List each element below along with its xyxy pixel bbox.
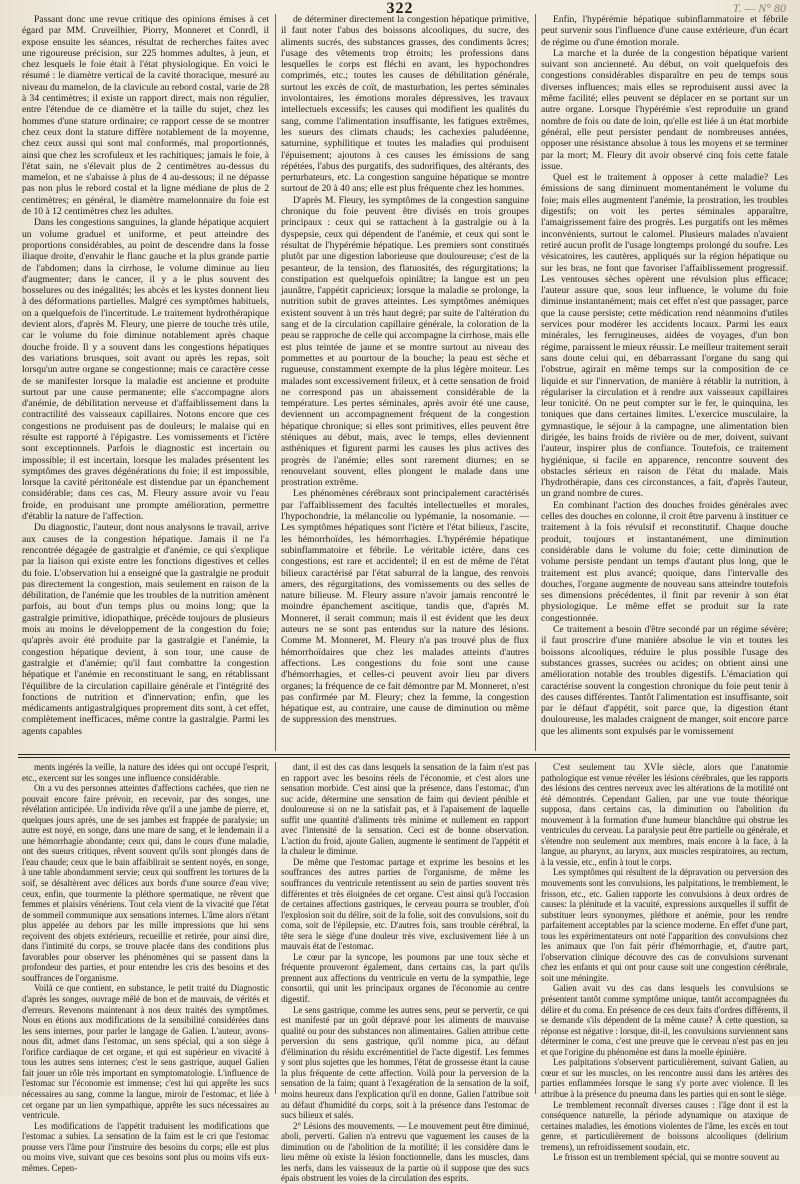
paragraph: Ce traitement a besoin d'être secondé par un régime sévère; il faut proscrire d'une manière absolue le vin et toutes les boissons alcooliques, réduire le plus possible l'usage des substances grasses, sucrées ou acides; on obtient ainsi une amélioration notable des troubles digestifs. L'émaciation qui caractérise souvent la congestion chronique du foie peut tenir à des causes différentes. Tantôt l'alimentation est insuffisante, soit par le défaut d'appétit, soit parce que, la digestion étant douloureuse, les malades craignent de manger, soit encore parce que les aliments sont expulsés par le vomissement [541, 624, 788, 737]
paragraph: De même que l'estomac partage et exprime les besoins et les souffrances des autres parties de l'organisme, de même les souffrances du ventricule retentissent au sein de parties souvent très différentes et très éloignées de cet organe. C'est ainsi qu'à l'occasion de certaines affections gastriques, le cerveau pourra se troubler, d'où l'explosion soit du délire, soit de la folie, soit des convulsions, soit du coma, soit de l'épilepsie, etc. D'autres fois, sans trouble cérébral, la tête sera le siège d'une douleur très vive, exclusivement liée à un mauvais état de l'estomac. [281, 856, 529, 952]
paragraph: Galien avait vu des cas dans lesquels les convulsions se présentent tantôt comme symptôme unique, tantôt accompagnées du délire et du coma. En présence de ces deux faits d'ordres différents, il se demande s'ils dépendent de la même cause? À cette question, sa réponse est négative : lorsque, dit-il, les convulsions surviennent sans déterminer le coma, c'est une preuve que le cerveau n'est pas en jeu et que l'origine du phénomène est dans la moelle épinière. [541, 983, 788, 1057]
paragraph: C'est seulement tau XVIe siècle, alors que l'anatomie pathologique est venue révéler les lésions cérébrales, que les rapports des lésions des centres nerveux avec les altérations de la motilité ont été démontrés. Cependant Galien, par une vue toute théorique supposa, dans certains cas, la diminution ou l'abolition du mouvement à la formation d'une humeur blanchâtre qui obstrue les ventricules du cerveau. La paralysie peut être partielle ou générale, et s'étendre non seulement aux membres, mais encore à la face, à la langue, au pharynx, au larynx, aux muscles respiratoires, au rectum, à la vessie, etc., enfin à tout le corps. [541, 762, 788, 867]
paragraph: Les modifications de l'appétit traduisent les modifications que l'estomac a subies. La sensation de la faim est le cri que l'estomac pousse vers l'âme pour l'instruire des besoins du corps; elle est plus ou moins vive, suivant que ces besoins sont plus ou moins vifs eux-mêmes. Cepen- [22, 1120, 269, 1173]
paragraph: En combinant l'action des douches froides générales avec celles des douches en colonne, il croit être parvenu à instituer ce traitement à la fois révulsif et reconstitutif. Chaque douche produit, toujours et instantanément, une diminution considérable dans le volume du foie; cette diminution de volume persiste pendant un temps d'autant plus long, que le traitement est plus avancé; quoique, dans l'intervalle des douches, l'organe augmente de nouveau sans atteindre toutefois ses dimensions précédentes, il finit par revenir à son état physiologique. Le même effet se produit sur la rate congestionnée. [541, 499, 788, 624]
bottom-column-2 [281, 762, 529, 1184]
paragraph: Enfin, l'hypérémie hépatique subinflammatoire et fébrile peut survenir sous l'influence d'une cause extérieure, d'un écart de régime ou d'une émotion morale. [541, 14, 788, 48]
page-header [0, 0, 800, 17]
page-number: 322 [386, 0, 414, 17]
top-column-3 [541, 14, 788, 751]
paragraph: dant, il est des cas dans lesquels la sensation de la faim n'est pas en rapport avec les besoins réels de l'économie, et c'est alors une sensation morbide. C'est ainsi que la présence, dans l'estomac, d'un suc acide, détermine une sensation de faim qui devient pénible et douloureuse si on ne la satisfait pas, et à l'apaisement de laquelle suffit une quantité d'aliments très minime et nullement en rapport avec l'intensité de la sensation. Ceci est de bonne observation. L'action du froid, ajoute Galien, augmente le sentiment de l'appétit et la chaleur le diminue. [281, 762, 529, 857]
paragraph: Les palpitations s'observent particulièrement, suivant Galien, au cœur et sur les muscles, on les rencontre aussi dans les artères des parties enflammées lorsque le sang s'y porte avec violence. Il les attribue à la présence du pneuma dans les parties qui en sont le siège. [541, 1057, 788, 1099]
paragraph: On a vu des personnes atteintes d'affections cachées, que rien ne pouvait encore faire prévoir, en recevoir, par des songes, une révélation anticipée. Un individu rêve qu'il a une jambe de pierre, et, quelques jours après, une de ses jambes est frappée de paralysie; un autre est noyé, en songe, dans une mare de sang, et le lendemain il a une hémorrhagie abondante; ceux qui, dans le cours d'une maladie, ont des sueurs critiques, rêvent souvent qu'ils sont plongés dans de l'eau chaude; ceux que le bain affaiblirait se sentent noyés, en songe, à une table abondamment servie; ceux qui souffrent les tortures de la soif, se désaltèrent avec délices aux bords d'une source d'eau vive; ceux, enfin, que tourmente la pléthore spermatique, ne rêvent que femmes et plaisirs vénériens. Tout cela vient de la vivacité que l'état de sommeil communique aux sensations internes. L'âme alors n'étant plus appelée au dehors par les mille impressions que lui sens reçoivent des objets extérieurs, recueillie et retirée, pour ainsi dire, dans l'intimité du corps, se trouve placée dans des conditions plus favorables pour observer les phénomènes qui se passent dans la profondeur des parties, et pour entendre les cris des besoins et des souffrances de l'organisme. [22, 783, 269, 983]
column-divider [275, 762, 276, 1094]
top-column-2 [281, 14, 529, 751]
paragraph: Le tremblement reconnaît diverses causes : l'âge dont il est la conséquence naturelle, la période adynamique ou ataxique de certaines maladies, les émotions violentes de l'âme, les excès en tout genre, et particulièrement de boissons alcooliques (delirium tremens), un refroidissement soudain, etc. [541, 1099, 788, 1152]
column-divider [535, 762, 536, 1094]
paragraph: ments ingérés la veille, la nature des idées qui ont occupé l'esprit, etc., exercent sur les songes une influence considérable. [22, 762, 269, 783]
column-divider [535, 14, 536, 751]
paragraph: 2° Lésions des mouvements. — Le mouvement peut être diminué, aboli, perverti. Galien n'a entrevu que vaguement les causes de la diminution ou de l'abolition de la motilité; il les considère dans le lieu même où existe la lésion fonctionnelle, dans les muscles, dans les nerfs, dans les vaisseaux de la partie où il suppose que des sucs épais obstruent les voies de la circulation des esprits. [281, 1120, 529, 1184]
top-column-1 [22, 14, 269, 751]
section-rule [18, 757, 790, 758]
running-head: T. — N° 80 [732, 1, 786, 15]
bottom-column-3 [541, 762, 788, 1163]
paragraph: Quel est le traitement à opposer à cette maladie? Les émissions de sang diminuent momentanément le volume du foie; mais elles augmentent l'anémie, la prostration, les troubles digestifs; on voit les pertes séminales apparaître, l'amaigrissement faire des progrès. Les purgatifs ont les mêmes inconvénients, surtout le calomel. Plusieurs malades n'avaient retiré aucun profit de l'usage longtemps prolongé du soufre. Les vésicatoires, les cautères, appliqués sur la région hépatique ou sur les bras, ne font que favoriser l'affaiblissement progressif. Les ventouses sèches opèrent une révulsion plus efficace; l'auteur assure que, sous leur influence, le volume du foie diminue instantanément; mais cet effet n'est que passager, parce que la cause persiste; cette médication rend néanmoins d'utiles services pour modérer les accidents locaux. Parmi les eaux minérales, les ferrugineuses, aidées de voyages, d'un bon régime, paraissent le mieux réussir. Le meilleur traitement serait sans doute celui qui, en débarrassant l'organe du sang qui l'obstrue, agirait en même temps sur la composition de ce liquide et sur l'innervation, de manière à rétablir la nutrition, à régulariser la circulation et à rendre aux vaisseaux capillaires leur tonicité. On ne peut compter sur le fer, le quinquina, les toniques que dans certaines limites. L'exercice musculaire, la gymnastique, le séjour à la campagne, une alimentation bien dirigée, les bains froids de rivière ou de mer, doivent, suivant l'auteur, inspirer plus de confiance. Toutefois, ce traitement hygiénique, si facile en apparence, rencontre souvent des obstacles sérieux en raison de l'état du malade. Mais l'hydrothérapie, dans ces circonstances, a fait, d'après l'auteur, un grand nombre de cures. [541, 172, 788, 500]
paragraph: D'après M. Fleury, les symptômes de la congestion sanguine chronique du foie peuvent être divisés en trois groupes principaux : ceux qui se rattachent à la gastralgie ou à la dyspepsie, ceux qui dépendent de l'anémie, et ceux qui sont le résultat de l'hypérémie hépatique. Les premiers sont constitués plutôt par une digestion laborieuse que douloureuse; c'est de la pesanteur, de la tension, des flatuosités, des régurgitations; la constipation est quelquefois opiniâtre; la langue est un peu jaunâtre, l'appétit capricieux; lorsque la maladie se prolonge, la nutrition subit de graves atteintes. Les symptômes anémiques existent souvent à un très haut degré; par suite de l'altération du sang et de la circulation capillaire générale, la coloration de la peau se rapproche de celle qui accompagne la cirrhose, mais elle est plus teintée de jaune et se montre surtout au niveau des pommettes et au pourtour de la bouche; la peau est sèche et rugueuse, constamment exempte de la plus légère moiteur. Les malades sont excessivement frileux, et à cette sensation de froid ne correspond pas un abaissement considérable de la température. Les pertes séminales, après avoir été une cause, deviennent un accompagnement fréquent de la congestion hépatique chronique; si elles sont primitives, elles peuvent être sténiques au début, mais, avec le temps, elles deviennent asthéniques et figurent parmi les causes les plus actives des progrès de l'anémie; elles sont rarement diurnes; en se renouvelant souvent, elles plongent le malade dans une prostration extrême. [281, 194, 529, 489]
paragraph: Dans les congestions sanguines, la glande hépatique acquiert un volume graduel et uniforme, et peut atteindre des proportions considérables, au point de descendre dans la fosse iliaque droite, d'envahir le flanc gauche et la plus grande partie de l'abdomen; dans la cirrhose, le volume diminue au lieu d'augmenter; dans le cancer, il y a le plus souvent des bosselures ou des inégalités; les abcès et les kystes donnent lieu à des déformations partielles. Malgré ces symptômes habituels, on a quelquefois de l'incertitude. Le traitement hydrothérapique devient alors, d'après M. Fleury, une pierre de touche très utile, car le volume du foie diminue notablement après chaque douche froide. Il y a souvent dans les congestions hépatiques des variations brusques, soit avant ou après les repas, soit lorsqu'un autre organe se congestionne; mais ce caractère cesse de se manifester lorsque la maladie est ancienne et produite surtout par une cause permanente; elle s'accompagne alors d'anémie, de débilitation nerveuse et d'affaiblissement dans la contractilité des vaisseaux capillaires. Notons encore que ces congestions ne produisent pas de douleurs; le malaise qui en résulte est rapporté à l'épigastre. Les vomissements et l'ictère sont exceptionnels. Parfois le diagnostic est incertain ou impossible; il est incertain, lorsque les malades présentent les symptômes des graves dégénérations du foie; il est impossible, lorsque la cavité péritonéale est distendue par un épanchement considérable; dans ces cas, M. Fleury assure avoir vu l'eau froide, en produisant une prompte amélioration, permettre d'établir la nature de l'affection. [22, 217, 269, 523]
section-rule [18, 754, 790, 755]
paragraph: Le frisson est un tremblement spécial, qui se montre souvent au [553, 1152, 780, 1163]
column-divider [275, 14, 276, 751]
paragraph: de déterminer directement la congestion hépatique primitive, il faut noter l'abus des boissons alcooliques, du sucre, des aliments sucrés, des substances grasses, des condiments âcres; l'usage des vêtements trop étroits; les professions dans lesquelles le corps est fléchi en avant, les hypochondres comprimés, etc.; toutes les causes de débilitation générale, surtout les excès de coït, de masturbation, les pertes séminales involontaires, les émotions morales dépressives, les travaux intellectuels excessifs; les causes qui modifient les qualités du sang, comme l'alimentation insuffisante, les fatigues extrêmes, les sueurs des climats chauds; les cachexies paludéenne, saturnine, syphilitique et toutes les maladies qui produisent l'épuisement; ajoutons à ces causes les émissions de sang répétées, l'abus des purgatifs, des sudorifiques, des altérants, des perturbateurs, etc. La congestion sanguine hépatique se montre surtout de 20 à 40 ans; elle est plus fréquente chez les hommes. [281, 14, 529, 195]
paragraph: Les symptômes qui résultent de la dépravation ou perversion des mouvements sont les convulsions, les palpitations, le tremblement, le frisson, etc., etc. Galien rapporte les convulsions à deux ordres de causes: la plénitude et la vacuité, expressions auxquelles il suffit de substituer leurs synonymes, pléthore et anémie, pour les rendre parfaitement acceptables par la science moderne. En effet d'une part, tous les expérimentateurs ont noté l'apparition des convulsions chez les animaux que l'on fait périr d'hémorrhagie, et, d'autre part, l'observation clinique découvre des cas de convulsions survenant chez les enfants et qui ont pour cause soit une congestion cérébrale, soit une méningite. [541, 867, 788, 983]
paragraph: Les phénomènes cérébraux sont principalement caractérisés par l'affaiblissement des facultés intellectuelles et morales, l'hypochondrie, la mélancolie ou lypémanie, la nosomanie. — Les symptômes hépatiques sont l'ictère et l'état bilieux, l'ascite, les hémorrhoïdes, les hémorrhagies. L'hypérémie hépatique subinflammatoire et fébrile. Le véritable ictère, dans ces congestions, est rare et accidentel; il en est de même de l'état bilieux caractérisé par l'état saburral de la langue, des renvois amers, des régurgitations, des vomissements ou des selles de nature bilieuse. M. Fleury assure n'avoir jamais rencontré le moindre épanchement ascitique, tandis que, d'après M. Monneret, il serait commun; mais il est évident que les deux auteurs ne se sont pas entendus sur la nature des lésions. Comme M. Monneret, M. Fleury n'a pas trouvé plus de flux hémorrhoïdaires que chez les malades atteints d'autres affections. Les congestions du foie sont une cause d'hémorrhagies, et celles-ci peuvent avoir lieu par divers organes; la fréquence de ce fait démontre par M. Monneret, n'est pas confirmée par M. Fleury; chez la femme, la congestion hépatique est, au contraire, une cause de diminution ou même de suppression des menstrues. [281, 488, 529, 726]
paragraph: Du diagnostic, l'auteur, dont nous analysons le travail, arrive aux causes de la congestion hépatique. Jamais il ne l'a rencontrée dégagée de gastralgie et d'anémie, ce qui s'explique par la liaison qui existe entre les fonctions digestives et celles du foie. L'observation lui a enseigné que la gastralgie ne produit pas directement la congestion, mais seulement en raison de la débilitation, de l'anémie que les troubles de la nutrition amènent parfois, au bout d'un temps plus ou moins long; que la gastralgie primitive, idiopathique, précède toujours de plusieurs mois au moins le développement de la congestion du foie; qu'après avoir été produite par la gastralgie et l'anémie, la congestion hépatique devient, à son tour, une cause de gastralgie et d'anémie; qu'il faut combattre la congestion hépatique et l'anémie en reconstituant le sang, en rétablissant l'équilibre de la circulation capillaire générale et l'intégrité des fonctions de nutrition et d'innervation; enfin, que les médicaments antigastralgiques proprement dits sont, à cet effet, complètement inefficaces, même contre la gastralgie. Parmi les agents capables [22, 522, 269, 737]
paragraph: Le cœur par la syncope, les poumons par une toux sèche et fréquente prouveront également, dans certains cas, la part qu'ils prennent aux affections du ventricule en vertu de la sympathie, lege consortii, qui unit les principaux organes de l'économie au centre digestif. [281, 951, 529, 1005]
paragraph: La marche et la durée de la congestion hépatique varient suivant son ancienneté. Au début, on voit quelquefois des congestions considérables disparaître en peu de temps sous diverses influences; mais elles se reproduisent aussi avec la même facilité; elles peuvent se déplacer en se portant sur un autre organe. Lorsque l'hypérémie s'est reproduite un grand nombre de fois ou date de loin, qu'elle est liée à un état morbide général, elle peut persister pendant de nombreuses années, opposer une résistance absolue à tous les moyens et se terminer par la mort; M. Fleury dit avoir observé cinq fois cette fatale issue. [541, 47, 788, 172]
bottom-column-1 [22, 762, 269, 1173]
paragraph: Le sens gastrique, comme les autres sens, peut se pervertir, ce qui est manifesté par un goût dépravé pour les aliments de mauvaise qualité ou pour des substances non alimentaires. Galien attribue cette perversion du sens gastrique, qu'il nomme pica, au défaut d'élimination du résidu excrémentitiel de l'acte digestif. Les femmes y sont plus sujettes que les hommes, l'état de grossesse étant la cause la plus fréquente de cette affection. Voilà pour la perversion de la sensation de la faim; quant à l'exagération de la sensation de la soif, moins heureux dans l'explication qu'il en donne, Galien l'attribue soit au défaut d'humidité du corps, soit à la présence dans l'estomac de sucs bilieux et salés. [281, 1004, 529, 1121]
paragraph: Passant donc une revue critique des opinions émises à cet égard par MM. Cruveilhier, Piorry, Monneret et Conrdl, il expose ensuite les séances, résultat de recherches faites avec une rigoureuse précision, sur 225 hommes adultes, à jeun, et chez lesquels le foie était à l'état physiologique. En voici le résumé : le diamètre vertical de la cavité thoracique, mesuré au niveau du mamelon, de la clavicule au rebord costal, varie de 28 à 34 centimètres; il existe un rapport direct, mais non régulier, entre l'étendue de ce diamètre et la taille du sujet, chez les hommes d'une stature ordinaire; ce rapport cesse de se montrer chez ceux dont la stature diffère notablement de la moyenne, chez ceux aussi qui sont mal conformés, mal proportionnés, ainsi que chez les scrofuleux et les rachitiques; jamais le foie, à l'état sain, ne s'élevait plus de 2 centimètres au-dessus du mamelon, et ne s'abaisse à plus de 4 au-dessous; il ne dépasse pas non plus le rebord costal et la ligne médiane de plus de 2 centimètres; en général, le diamètre mamelonnaire du foie est de 10 à 12 centimètres chez les adultes. [22, 14, 269, 218]
paragraph: Voilà ce que contient, en substance, le petit traité du Diagnostic d'après les songes, ouvrage mêlé de bon et de mauvais, de vérités et d'erreurs. Revenons maintenant à nos deux traités des symptômes. Nous en étions aux modifications de la sensibilité considérées dans les sens internes, pour parler le langage de Galien. L'auteur, avons-nous dit, admet dans l'estomac, un sens spécial, qui a son siège à l'orifice cardiaque de cet organe, et qui est supérieur en vivacité à tous les autres sens internes; c'est le sens gastrique, auquel Galien fait jouer un rôle très important en symptomatologie. L'influence de l'estomac sur l'économie est immense; c'est lui qui apprête les sucs nécessaires au sang, comme la langue, miroir de l'estomac, et liée à cet organe par un lien sympathique, apprête les sucs nécessaires au ventricule. [22, 983, 269, 1121]
